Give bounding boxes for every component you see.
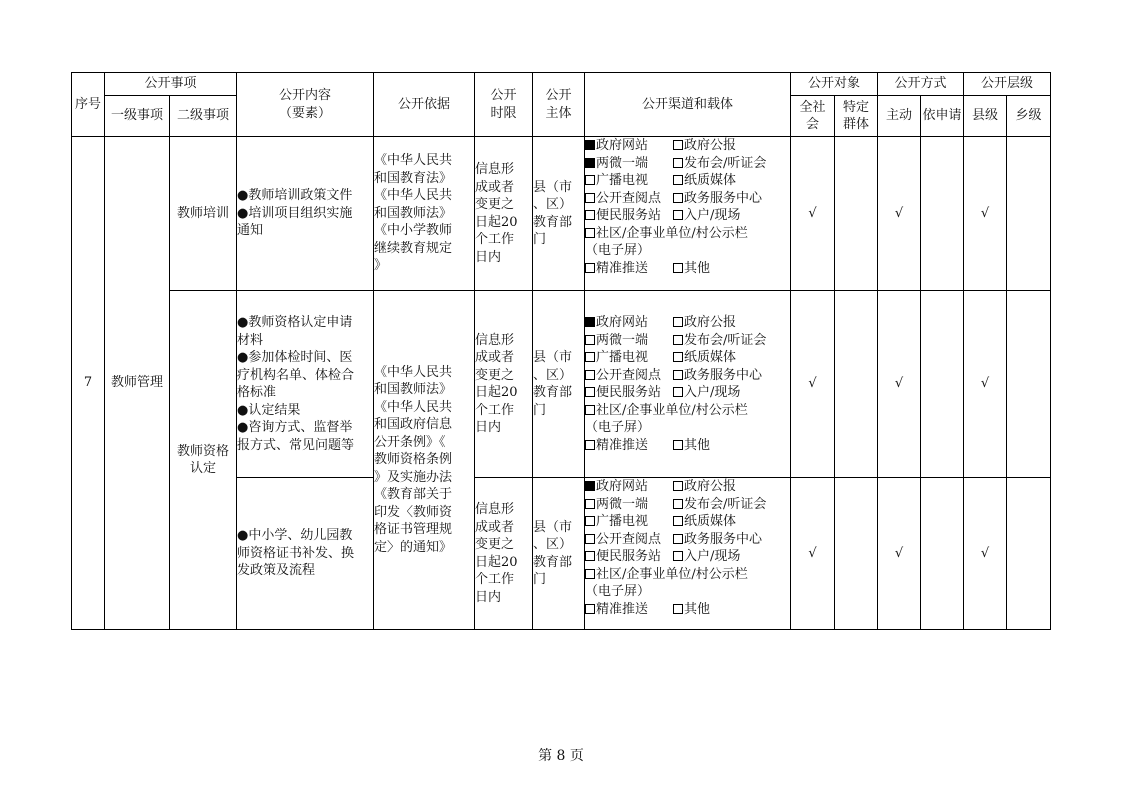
channel-option-label: 便民服务站 [596, 208, 662, 223]
table-row [72, 137, 1051, 291]
basis-line: 和国教师法》 [374, 205, 453, 221]
channel-line [585, 437, 790, 455]
channel-option-label: 社区/企事业单位/村公示栏 [596, 566, 748, 582]
town-check [1007, 291, 1051, 478]
basis-line: 格证书管理规 [374, 522, 453, 538]
channel-option-label: 纸质媒体 [684, 173, 737, 188]
channel-option [585, 566, 748, 584]
channel-line [585, 155, 790, 173]
channel-option-label: 入户/现场 [684, 208, 741, 223]
channel-option-label: 入户/现场 [684, 385, 741, 400]
active-check: √ [878, 291, 921, 478]
unchecked-box-icon [673, 370, 683, 380]
channel-line [585, 496, 790, 514]
content-line: 报方式、常见问题等 [237, 437, 355, 453]
channel-line [585, 137, 790, 155]
unchecked-box-icon [673, 387, 683, 397]
content-line: ●认定结果 [237, 402, 301, 418]
subject-line: 门 [533, 402, 547, 418]
header-subject [533, 73, 585, 137]
channel-option-label: 发布会/听证会 [684, 155, 767, 171]
header-basis: 公开依据 [374, 73, 475, 137]
time-line: 信息形 [475, 502, 515, 517]
basis-line: 《中小学教师 [374, 223, 453, 239]
channel-option-label: 其他 [684, 601, 711, 617]
channel-cell [585, 478, 791, 630]
subject-line: 、区） [533, 367, 573, 383]
channel-option [585, 367, 673, 385]
channel-line [585, 332, 790, 350]
header-seq: 序号 [72, 73, 105, 137]
content-line: 疗机构名单、体检合 [237, 367, 355, 383]
channel-cell [585, 291, 791, 478]
channel-line [585, 349, 790, 367]
content-line: 发政策及流程 [237, 563, 316, 579]
channel-option-label: 两微一端 [596, 332, 649, 348]
subject-line: 县（市 [533, 179, 573, 195]
channel-option-label: 公开查阅点 [596, 367, 662, 383]
town-check [1007, 478, 1051, 630]
channel-option-label: 发布会/听证会 [684, 332, 767, 348]
subject-line: 、区） [533, 197, 573, 212]
time-line: 变更之 [475, 537, 515, 552]
channel-line [585, 207, 790, 225]
level2-cell [170, 291, 237, 630]
channel-option-label: 两微一端 [596, 155, 649, 171]
channel-option [673, 172, 736, 190]
unchecked-box-icon [673, 317, 683, 327]
channel-option-label: 其他 [684, 437, 711, 453]
time-line: 日起20 [475, 214, 518, 230]
basis-cell [374, 291, 475, 630]
channel-option [585, 190, 673, 208]
header-time-line: 公开 [490, 88, 517, 103]
unchecked-box-icon [673, 481, 683, 491]
channel-line: （电子屏） [585, 243, 651, 258]
basis-line: 和国政府信息 [374, 417, 453, 433]
content-line: ●咨询方式、监督举 [237, 420, 353, 435]
header-content [237, 73, 374, 137]
checked-box-icon [585, 481, 595, 491]
unchecked-box-icon [585, 352, 595, 362]
time-line: 变更之 [475, 197, 515, 212]
unchecked-box-icon [673, 534, 683, 544]
all-society-check: √ [791, 478, 835, 630]
channel-option-label: 发布会/听证会 [684, 496, 767, 512]
basis-line: 继续教育规定 [374, 240, 453, 256]
unchecked-box-icon [673, 604, 683, 614]
channel-option [673, 349, 736, 367]
unchecked-box-icon [585, 263, 595, 273]
channel-option [673, 531, 762, 549]
header-mode-active: 主动 [878, 96, 921, 137]
channel-option-label: 两微一端 [596, 496, 649, 512]
unchecked-box-icon [585, 516, 595, 526]
channel-line [585, 225, 790, 243]
time-line: 日起20 [475, 554, 518, 570]
time-cell [475, 137, 533, 291]
time-line: 变更之 [475, 367, 515, 383]
subject-line: 、区） [533, 537, 573, 552]
unchecked-box-icon [585, 387, 595, 397]
channel-option-label: 政府网站 [596, 479, 649, 494]
town-check [1007, 137, 1051, 291]
channel-option [585, 548, 673, 566]
header-content-line: 公开内容 [279, 88, 332, 103]
unchecked-box-icon [673, 140, 683, 150]
subject-cell [533, 478, 585, 630]
county-check: √ [964, 478, 1007, 630]
channel-option-label: 政府公报 [684, 315, 737, 330]
disclosure-table [71, 72, 1051, 630]
channel-line [585, 314, 790, 332]
channel-option-label: 广播电视 [596, 350, 649, 365]
subject-line: 门 [533, 232, 547, 247]
time-line: 信息形 [475, 332, 515, 348]
content-line: 通知 [237, 223, 264, 239]
header-mode-apply: 依申请 [921, 96, 964, 137]
on-request-check [921, 291, 964, 478]
county-check: √ [964, 137, 1007, 291]
channel-line [585, 260, 790, 278]
channel-option [585, 437, 673, 455]
level2-line: 教师资格 [177, 443, 230, 459]
time-line: 日起20 [475, 385, 518, 400]
channel-option [673, 478, 736, 496]
content-cell [237, 291, 374, 478]
unchecked-box-icon [673, 516, 683, 526]
basis-line: 》及实施办法 [374, 469, 453, 485]
channel-option [585, 478, 673, 496]
header-subject-line: 主体 [545, 105, 572, 121]
channel-option [585, 402, 748, 420]
table-row [72, 291, 1051, 478]
channel-option-label: 入户/现场 [684, 549, 741, 564]
channel-cell [585, 137, 791, 291]
channel-option-label: 精准推送 [596, 601, 649, 617]
content-cell [237, 478, 374, 630]
channel-line [585, 566, 790, 584]
checked-box-icon [585, 158, 595, 168]
channel-option-label: 便民服务站 [596, 385, 662, 400]
channel-option [673, 155, 766, 173]
channel-option [585, 496, 673, 514]
county-check: √ [964, 291, 1007, 478]
header-mode: 公开方式 [878, 73, 964, 96]
special-group-check [835, 478, 878, 630]
content-line: ●培训项目组织实施 [237, 205, 353, 221]
header-row-1 [72, 73, 1051, 96]
level2-cell [170, 137, 237, 291]
channel-line [585, 478, 790, 496]
content-line: ●教师培训政策文件 [237, 188, 353, 204]
subject-line: 县（市 [533, 519, 573, 535]
channel-option [673, 207, 740, 225]
channel-option-label: 纸质媒体 [684, 514, 737, 529]
subject-line: 县（市 [533, 350, 573, 365]
time-line: 日内 [475, 420, 502, 435]
special-group-check [835, 137, 878, 291]
time-line: 成或者 [475, 179, 515, 195]
basis-line: 和国教育法》 [374, 170, 453, 186]
channel-option [585, 155, 673, 173]
active-check: √ [878, 478, 921, 630]
channel-option [673, 548, 740, 566]
unchecked-box-icon [585, 551, 595, 561]
channel-option [673, 190, 762, 208]
content-line: 格标准 [237, 385, 277, 400]
header-content-line: （要素） [279, 105, 332, 121]
channel-option [673, 513, 736, 531]
on-request-check [921, 478, 964, 630]
time-line: 成或者 [475, 519, 515, 535]
basis-line: 《中华人民共 [374, 364, 453, 380]
channel-line [585, 402, 790, 420]
unchecked-box-icon [585, 175, 595, 185]
header-subject-line: 公开 [545, 88, 572, 103]
subject-line: 门 [533, 572, 547, 587]
unchecked-box-icon [585, 193, 595, 203]
channel-option [673, 384, 740, 402]
basis-line: 》 [374, 258, 388, 274]
channel-option [673, 367, 762, 385]
channel-line [585, 367, 790, 385]
unchecked-box-icon [673, 551, 683, 561]
all-society-check: √ [791, 137, 835, 291]
checked-box-icon [585, 140, 595, 150]
unchecked-box-icon [673, 193, 683, 203]
unchecked-box-icon [673, 335, 683, 345]
time-line: 信息形 [475, 162, 515, 177]
channel-line [585, 172, 790, 190]
unchecked-box-icon [673, 158, 683, 168]
header-object-all [791, 96, 835, 137]
channel-line [585, 513, 790, 531]
unchecked-box-icon [585, 210, 595, 220]
content-line: ●参加体检时间、医 [237, 350, 353, 365]
time-line: 成或者 [475, 350, 515, 365]
header-matter: 公开事项 [105, 73, 237, 96]
unchecked-box-icon [585, 499, 595, 509]
header-level2: 二级事项 [170, 96, 237, 137]
basis-cell [374, 137, 475, 291]
basis-line: 定〉的通知》 [374, 539, 453, 555]
channel-option [585, 260, 673, 278]
unchecked-box-icon [585, 335, 595, 345]
subject-cell [533, 137, 585, 291]
channel-option-label: 政务服务中心 [684, 531, 763, 547]
unchecked-box-icon [585, 604, 595, 614]
unchecked-box-icon [673, 440, 683, 450]
channel-option [585, 384, 673, 402]
channel-line [585, 548, 790, 566]
content-line: 师资格证书补发、换 [237, 545, 355, 561]
basis-line: 《中华人民共 [374, 399, 453, 415]
unchecked-box-icon [673, 175, 683, 185]
channel-option-label: 社区/企事业单位/村公示栏 [596, 402, 748, 418]
channel-option-label: 政府公报 [684, 138, 737, 153]
channel-option [585, 207, 673, 225]
page-number: 第 8 页 [538, 748, 584, 764]
header-level1: 一级事项 [105, 96, 170, 137]
content-line: ●教师资格认定申请 [237, 315, 353, 330]
on-request-check [921, 137, 964, 291]
content-line: ●中小学、幼儿园教 [237, 528, 353, 544]
basis-line: 《教育部关于 [374, 487, 453, 503]
level2-line: 认定 [190, 461, 217, 476]
channel-option [673, 137, 736, 155]
channel-option [673, 332, 766, 350]
time-line: 个工作 [475, 402, 515, 418]
basis-line: 和国教师法》 [374, 382, 453, 398]
channel-option-label: 政府网站 [596, 138, 649, 153]
basis-line: 《中华人民共 [374, 188, 453, 204]
channel-line [585, 601, 790, 619]
channel-option [585, 225, 748, 243]
channel-option-label: 便民服务站 [596, 549, 662, 564]
header-tier: 公开层级 [964, 73, 1051, 96]
unchecked-box-icon [585, 569, 595, 579]
time-line: 日内 [475, 249, 502, 265]
channel-option-label: 政府公报 [684, 479, 737, 494]
basis-line: 《中华人民共 [374, 153, 453, 169]
channel-option-label: 广播电视 [596, 173, 649, 188]
time-line: 个工作 [475, 572, 515, 587]
subject-line: 教育部 [533, 214, 573, 230]
active-check: √ [878, 137, 921, 291]
level2-line: 教师培训 [177, 205, 230, 221]
unchecked-box-icon [585, 228, 595, 238]
channel-option-label: 社区/企事业单位/村公示栏 [596, 225, 748, 241]
channel-option [585, 172, 673, 190]
channel-line [585, 384, 790, 402]
unchecked-box-icon [673, 210, 683, 220]
basis-line: 教师资格条例 [374, 452, 453, 468]
channel-option-label: 其他 [684, 260, 711, 276]
header-object-all-line: 会 [806, 117, 820, 132]
unchecked-box-icon [585, 370, 595, 380]
header-channel: 公开渠道和载体 [585, 73, 791, 137]
channel-option [585, 314, 673, 332]
content-cell [237, 137, 374, 291]
channel-option [585, 332, 673, 350]
channel-line [585, 531, 790, 549]
channel-option [585, 531, 673, 549]
unchecked-box-icon [585, 534, 595, 544]
time-cell [475, 291, 533, 478]
special-group-check [835, 291, 878, 478]
unchecked-box-icon [673, 352, 683, 362]
checked-box-icon [585, 317, 595, 327]
channel-line [585, 190, 790, 208]
time-cell [475, 478, 533, 630]
channel-option [585, 349, 673, 367]
seq-cell: 7 [72, 137, 105, 630]
channel-option-label: 公开查阅点 [596, 531, 662, 547]
header-tier-county: 县级 [964, 96, 1007, 137]
channel-option [673, 314, 736, 332]
header-object-special [835, 96, 878, 137]
channel-line: （电子屏） [585, 420, 651, 435]
unchecked-box-icon [673, 263, 683, 273]
basis-line: 印发〈教师资 [374, 504, 453, 520]
channel-line: （电子屏） [585, 584, 651, 599]
content-line: 材料 [237, 332, 264, 348]
time-line: 日内 [475, 589, 502, 605]
channel-option-label: 广播电视 [596, 514, 649, 529]
channel-option [673, 260, 710, 278]
unchecked-box-icon [585, 405, 595, 415]
channel-option-label: 精准推送 [596, 437, 649, 453]
subject-line: 教育部 [533, 554, 573, 570]
header-object-special-line: 群体 [843, 117, 870, 132]
level1-cell: 教师管理 [105, 137, 170, 630]
channel-option [585, 601, 673, 619]
channel-option-label: 纸质媒体 [684, 350, 737, 365]
time-line: 个工作 [475, 232, 515, 247]
subject-cell [533, 291, 585, 478]
header-object-all-line: 全社 [799, 99, 826, 115]
subject-line: 教育部 [533, 385, 573, 400]
unchecked-box-icon [673, 499, 683, 509]
channel-option [673, 496, 766, 514]
header-time-line: 时限 [490, 105, 517, 121]
channel-option [585, 137, 673, 155]
header-object-special-line: 特定 [843, 99, 870, 115]
channel-option [673, 601, 710, 619]
channel-option-label: 精准推送 [596, 260, 649, 276]
unchecked-box-icon [585, 440, 595, 450]
channel-option-label: 公开查阅点 [596, 190, 662, 206]
channel-option-label: 政务服务中心 [684, 367, 763, 383]
all-society-check: √ [791, 291, 835, 478]
basis-line: 公开条例》《 [374, 434, 446, 450]
channel-option [585, 513, 673, 531]
header-time [475, 73, 533, 137]
channel-option-label: 政务服务中心 [684, 190, 763, 206]
channel-option-label: 政府网站 [596, 315, 649, 330]
header-object: 公开对象 [791, 73, 878, 96]
header-tier-town: 乡级 [1007, 96, 1051, 137]
channel-option [673, 437, 710, 455]
